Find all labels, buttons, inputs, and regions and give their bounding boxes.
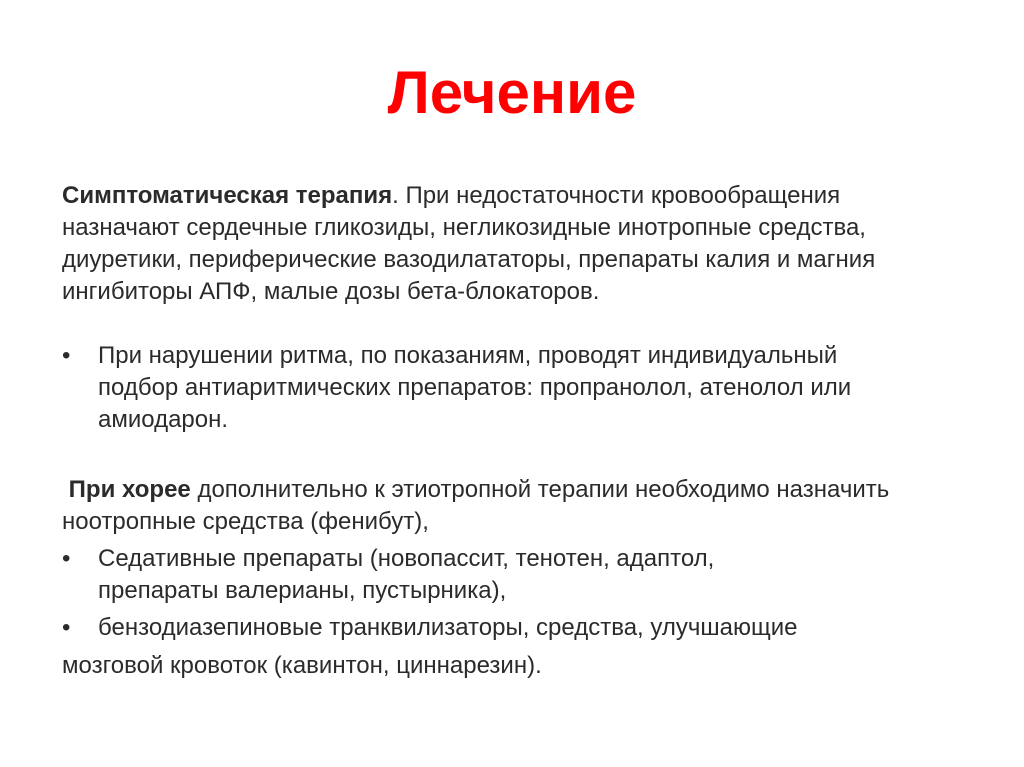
paragraph-text: . При недостаточности кровообращения назначают сердечные гликозиды, негликозидные инотропные средства, диуретики, периферические вазодилататоры, препараты калия и магния ингибиторы АПФ, малые дозы бета-блокаторов. <box>62 182 876 305</box>
bullet-item <box>62 612 982 644</box>
chorea-paragraph <box>62 474 962 538</box>
bullet-text: бензодиазепиновые транквилизаторы, средства, улучшающие <box>98 614 798 641</box>
bullet-item <box>62 543 982 607</box>
bullet-text: Седативные препараты (новопассит, тенотен, адаптол, препараты валерианы, пустырника), <box>98 545 715 604</box>
bullet-continuation: мозговой кровоток (кавинтон, циннарезин). <box>62 652 542 679</box>
slide-title: Лечение <box>387 59 637 126</box>
bullet-item <box>62 340 982 436</box>
bullet-text: При нарушении ритма, по показаниям, проводят индивидуальный подбор антиаритмических препаратов: пропранолол, атенолол или амиодарон. <box>98 342 852 433</box>
paragraph-text: дополнительно к этиотропной терапии необходимо назначить ноотропные средства (фенибут), <box>62 476 890 535</box>
bullet-icon: • <box>62 342 71 369</box>
bullet-icon: • <box>62 614 71 641</box>
bullet-icon: • <box>62 545 71 572</box>
paragraph-lead: Симптоматическая терапия <box>62 182 393 209</box>
symptomatic-therapy-paragraph <box>62 180 962 308</box>
paragraph-lead: При хорее <box>68 476 191 503</box>
